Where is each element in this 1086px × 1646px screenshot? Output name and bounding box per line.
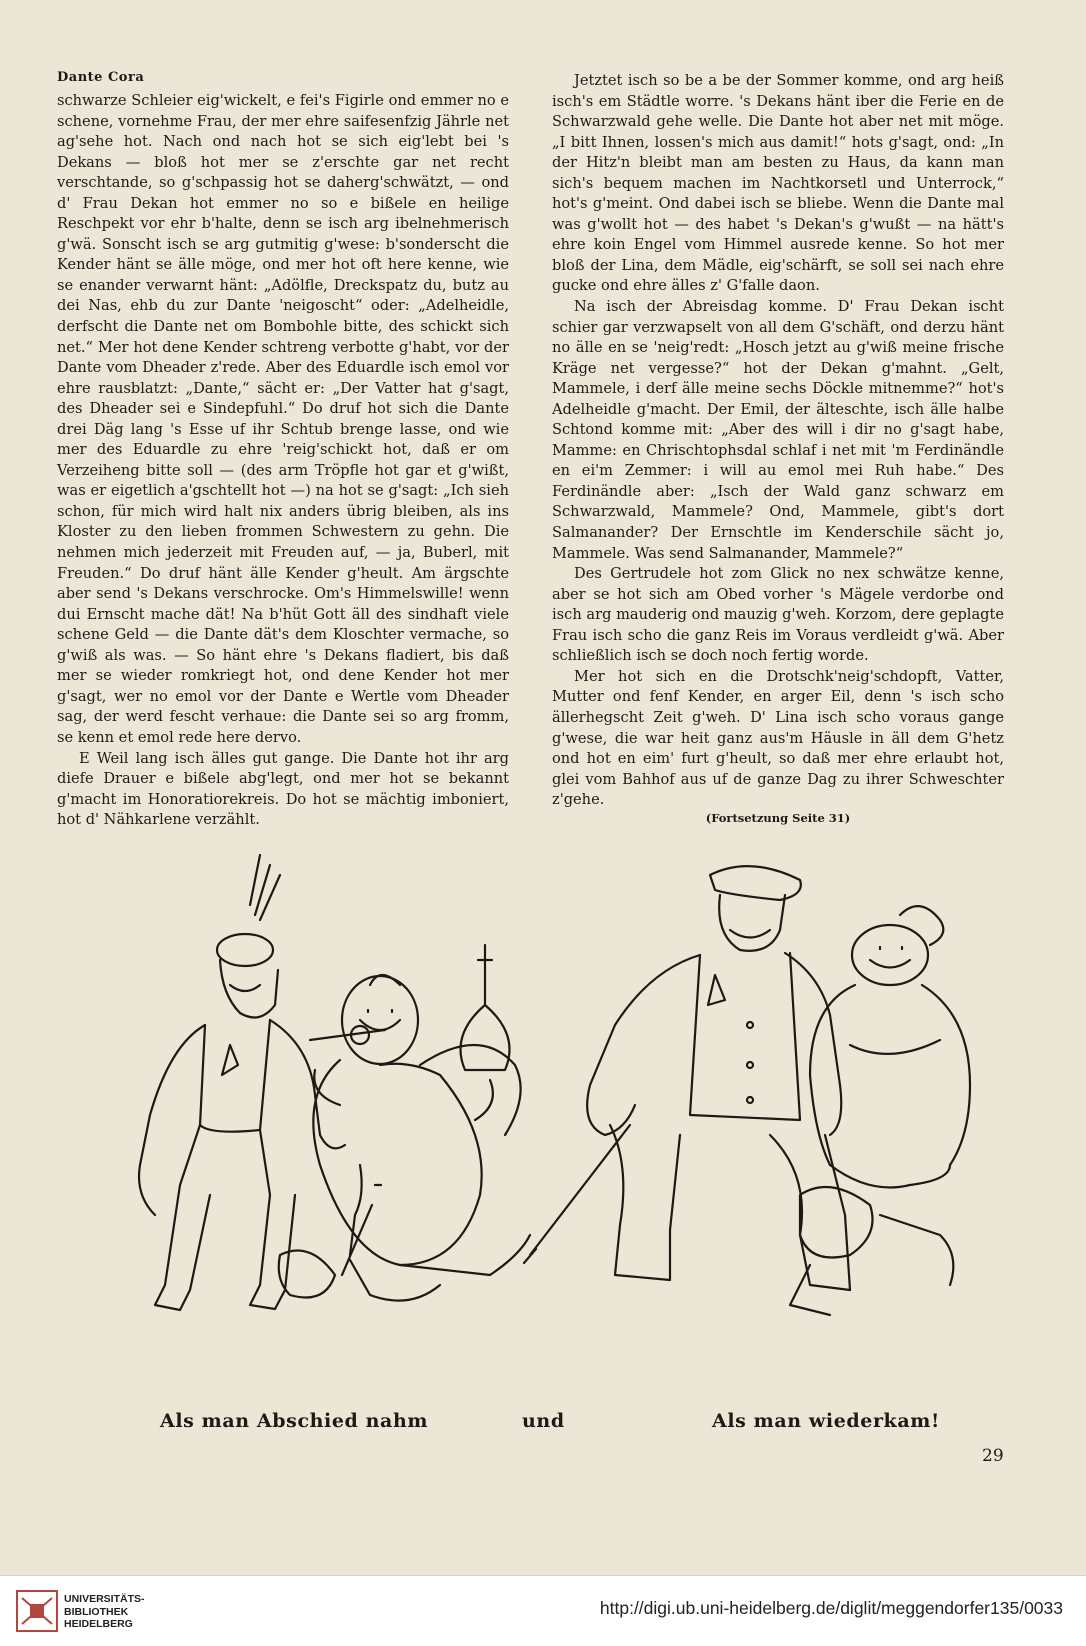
left-scene-drawing	[139, 855, 530, 1310]
paragraph: Jetztet isch so be a be der Sommer komme, ond arg heiß isch's em Städtle worre. 's Dekans hänt iber die Ferie en de Schwarzwald gehe welle. Die Dante hot aber net mit möge. „I bitt Ihnen, lossen's mich aus damit!“ hots g'sagt, ond: „In der Hitz'n bleibt man am besten zu Haus, da kann man sich's bequem machen im Nachtkorsetl und Unterrock,“ hot's g'meint. Ond dabei isch se bliebe. Wenn die Dante mal was g'wollt hot — des habet 's Dekan's g'wußt — na hätt's ehre koin Engel vom Himmel ausrede kenne. So hot mer bloß der Lina, dem Mädle, eig'schärft, se soll sei nach ehre gucke ond ehre älles z' G'falle daon.	[552, 72, 1004, 295]
paragraph: Mer hot sich en die Drotschk'neig'schdopft, Vatter, Mutter ond fenf Kender, en arger Eil, denn 's isch scho ällerhegscht Zeit g'weh. D' Lina isch scho voraus gange g'wese, die war heit ganz aus'm Häusle in äll dem G'hetz ond hot en eim' furt g'heult, so daß mer ehre erlaubt hot, glei vom Bahhof aus uf de ganze Dag zu ihrer Schweschter z'gehe.	[552, 667, 1004, 809]
page-number: 29	[982, 1446, 1004, 1466]
paragraph: schwarze Schleier eig'wickelt, e fei's Figirle ond emmer no e schene, vornehme Frau, der mer ehre saifesenfzig Jährle net ag'sehe hot. Nach ond nach hot se sich eig'lebt bei 's Dekans — bloß hot mer se z'erschte gar net recht verschtande, so g'schpassig hot se daherg'schwätzt, — ond d' Frau Dekan hot emmer no so e bißele en heilige Reschpekt vor ehr b'halte, denn se isch arg ibelnehmerisch g'wä. Sonscht isch se arg gutmitig g'wese: b'sonderscht die Kender hänt se älle möge, ond mer hot oft here kenne, wie se enander verwarnt hänt: „Adölfle, Dreckspatz du, butz au dei Nas, ehb du zur Dante 'neigoscht“ oder: „Adelheidle, derfscht die Dante net om Bombohle bitte, des schickt sich net.“ Mer hot dene Kender schtreng verbotte g'habt, vor der Dante vom Dheader z'rede. Aber des Eduardle isch emol vor ehre rausblatzt: „Dante,“ sächt er: „Der Vatter hat g'sagt, des Dheader sei e Sindepfuhl.“ Do druf hot sich die Dante drei Däg lang 's Esse uf ihr Schtub brenge lasse, ond wie mer des Eduardle zu ehre 'reig'schickt hot, daß er om Verzeiheng bitte soll — (des arm Tröpfle hot gar et g'wißt, was er eigetlich a'gschtellt hot —) na hot se g'sagt: „Ich sieh schon, für mich wird halt nix anders übrig bleiben, als ins Kloster zu den lieben frommen Schwestern zu gehn. Die nehmen mich jederzeit mit Freuden auf, — ja, Buberl, mit Freuden.“ Do druf hänt älle Kender g'heult. Am ärgschte aber send 's Dekans verschrocke. Om's Himmelswille! wenn dui Ernscht mache dät! Na b'hüt Gott äll des sindhaft viele schene Geld — die Dante dät's dem Kloschter vermache, so g'wiß als was. — So hänt ehre 's Dekans fladiert, bis daß mer se wieder romkriegt hot, ond dene Kender hot mer g'sagt, wer no emol vor der Dante e Wertle vom Dheader sag, der werd fescht verhaue: die Dante sei so arg fromm, se kenn et emol rede here dervo.	[57, 92, 509, 746]
institution-line: BIBLIOTHEK	[64, 1605, 129, 1618]
right-text-column	[552, 71, 1004, 811]
paragraph: Des Gertrudele hot zom Glick no nex schwätze kenne, aber se hot sich am Obed vorher 's Mägele verdorbe ond isch arg mauderig ond mauzig g'weh. Korzom, dere geplagte Frau isch scho die ganz Reis im Voraus verdleidt g'wä. Aber schließlich isch se doch noch fertig worde.	[552, 565, 1004, 665]
caption-middle: und	[522, 1410, 565, 1432]
left-text-column	[57, 91, 509, 831]
paragraph: E Weil lang isch älles gut gange. Die Dante hot ihr arg diefe Drauer e bißele abg'legt, ond mer hot se bekannt g'macht im Honoratiorekreis. Do hot se mächtig imboniert, hot d' Nähkarlene verzählt.	[57, 749, 509, 829]
institution-line: UNIVERSITÄTS-	[64, 1593, 145, 1605]
caption-left: Als man Abschied nahm	[160, 1410, 429, 1432]
running-head: Dante Cora	[57, 70, 145, 85]
institution-line: HEIDELBERG	[64, 1618, 133, 1630]
cartoon-illustration	[110, 835, 990, 1395]
continuation-note: (Fortsetzung Seite 31)	[705, 811, 851, 825]
university-library-logo-icon	[14, 1588, 60, 1634]
source-url[interactable]: http://digi.ub.uni-heidelberg.de/diglit/meggendorfer135/0033	[599, 1598, 1063, 1618]
caption-right: Als man wiederkam!	[712, 1410, 940, 1432]
footer-bar	[0, 1575, 1086, 1646]
institution-name	[64, 1593, 145, 1631]
paragraph: Na isch der Abreisdag komme. D' Frau Dekan ischt schier gar verzwapselt von all dem G'schäft, ond derzu hänt no älle en se 'neig'redt: „Hosch jetzt au g'wiß meine frische Kräge net vergesse?“ hot der Dekan g'mahnt. „Gelt, Mammele, i derf älle meine sechs Döckle mitnemme?“ hot's Adelheidle g'macht. Der Emil, der älteschte, isch älle halbe Schtond komme mit: „Aber des will i dir no g'sagt habe, Mamme: en Chrischtophsdal schlaf i net mit 'm Ferdinändle en ei'm Zemmer: i will au emol mei Ruh habe.“ Des Ferdinändle aber: „Isch der Wald ganz schwarz em Schwarzwald, Mammele? Ond, Mammele, gibt's dort Salmanander? Der Ernschtle im Kenderschile sächt jo, Mammele. Was send Salmanander, Mammele?“	[552, 298, 1004, 562]
right-scene-drawing	[524, 866, 970, 1315]
